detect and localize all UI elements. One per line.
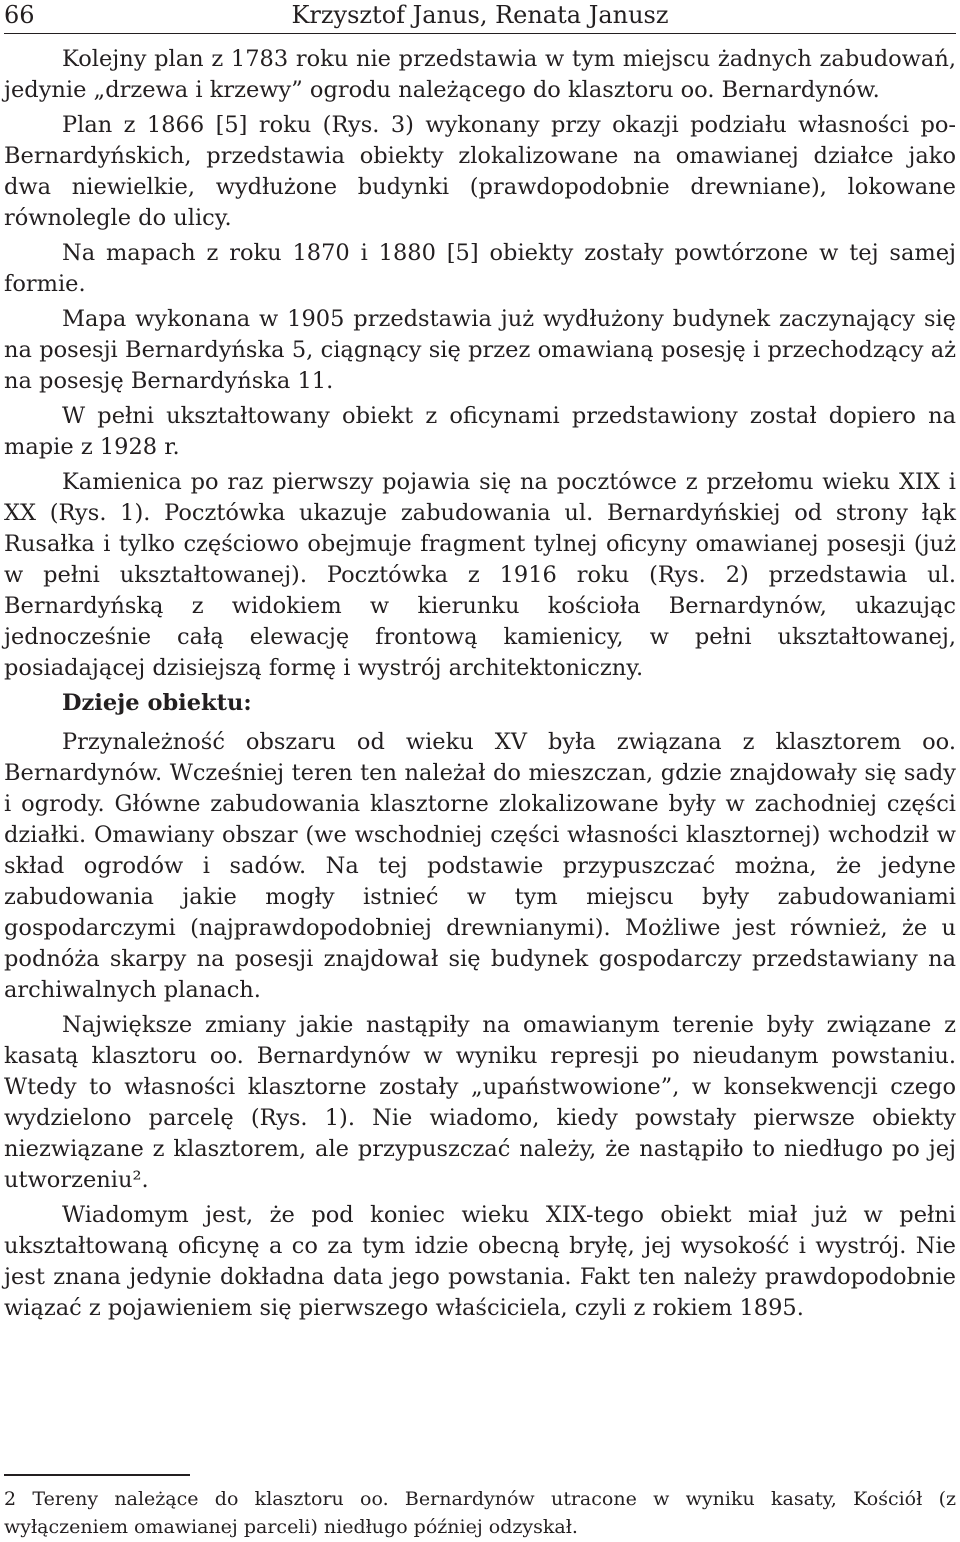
footnote: 2 Tereny należące do klasztoru oo. Bernardynów utracone w wyniku kasaty, Kościół (z wyłączeniem omawianej parceli) niedługo później odzyskał. — [4, 1488, 956, 1538]
paragraph: Wiadomym jest, że pod koniec wieku XIX-tego obiekt miał już w pełni ukształtowaną oficynę a co za tym idzie obecną bryłę, jej wysokość i wystrój. Nie jest znana jedynie dokładna data jego powstania. Fakt ten należy prawdopodobnie wiązać z pojawieniem się pierwszego właściciela, czyli z rokiem 1895. — [4, 1202, 956, 1321]
paragraph: Na mapach z roku 1870 i 1880 [5] obiekty zostały powtórzone w tej samej formie. — [4, 240, 956, 297]
running-head: Krzysztof Janus, Renata Janusz — [291, 1, 669, 29]
section-heading: Dzieje obiektu: — [62, 690, 252, 716]
paragraph: Plan z 1866 [5] roku (Rys. 3) wykonany przy okazji podziału własności po-Bernardyńskich, przedstawia obiekty zlokalizowane na omawianej działce jako dwa niewielkie, wydłużone budynki (prawdopodobnie drewniane), lokowane równolegle do ulicy. — [4, 112, 956, 231]
footnote-rule — [4, 1474, 190, 1476]
paragraph: Największe zmiany jakie nastąpiły na omawianym terenie były związane z kasatą klasztoru oo. Bernardynów w wyniku represji po nieudanym powstaniu. Wtedy to własności klasztorne zostały „upaństwowione”, w konsekwencji czego wydzielono parcelę (Rys. 1). Nie wiadomo, kiedy powstały pierwsze obiekty niezwiązane z klasztorem, ale przypuszczać należy, że nastąpiło to niedługo po jej utworzeniu². — [4, 1012, 956, 1193]
page-number: 66 — [4, 1, 35, 29]
paragraph: Kamienica po raz pierwszy pojawia się na pocztówce z przełomu wieku XIX i XX (Rys. 1). Pocztówka ukazuje zabudowania ul. Bernardyńskiej od strony łąk Rusałka i tylko częściowo obejmuje fragment tylnej oficyny omawianej posesji (już w pełni ukształtowanej). Pocztówka z 1916 roku (Rys. 2) przedstawia ul. Bernardyńską z widokiem w kierunku kościoła Bernardynów, ukazując jednocześnie całą elewację frontową kamienicy, w pełni ukształtowanej, posiadającej dzisiejszą formę i wystrój architektoniczny. — [4, 469, 956, 681]
page-header — [0, 0, 960, 36]
paragraph: W pełni ukształtowany obiekt z oficynami przedstawiony został dopiero na mapie z 1928 r. — [4, 403, 956, 460]
paragraph: Przynależność obszaru od wieku XV była związana z klasztorem oo. Bernardynów. Wcześniej teren ten należał do mieszczan, gdzie znajdowały się sady i ogrody. Główne zabudowania klasztorne zlokalizowane były w zachodniej części działki. Omawiany obszar (we wschodniej części własności klasztornej) wchodził w skład ogrodów i sadów. Na tej podstawie przypuszczać można, że jedyne zabudowania jakie mogły istnieć w tym miejscu były zabudowaniami gospodarczymi (najprawdopodobniej drewnianymi). Możliwe jest również, że u podnóża skarpy na posesji znajdował się budynek gospodarczy przedstawiany na archiwalnych planach. — [4, 729, 956, 1003]
paragraph: Kolejny plan z 1783 roku nie przedstawia w tym miejscu żadnych zabudowań, jedynie „drzewa i krzewy” ogrodu należącego do klasztoru oo. Bernardynów. — [4, 46, 956, 103]
body-text — [4, 44, 956, 1328]
header-rule — [4, 33, 956, 34]
paragraph: Mapa wykonana w 1905 przedstawia już wydłużony budynek zaczynający się na posesji Bernardyńska 5, ciągnący się przez omawianą posesję i przechodzący aż na posesję Bernardyńska 11. — [4, 306, 956, 394]
